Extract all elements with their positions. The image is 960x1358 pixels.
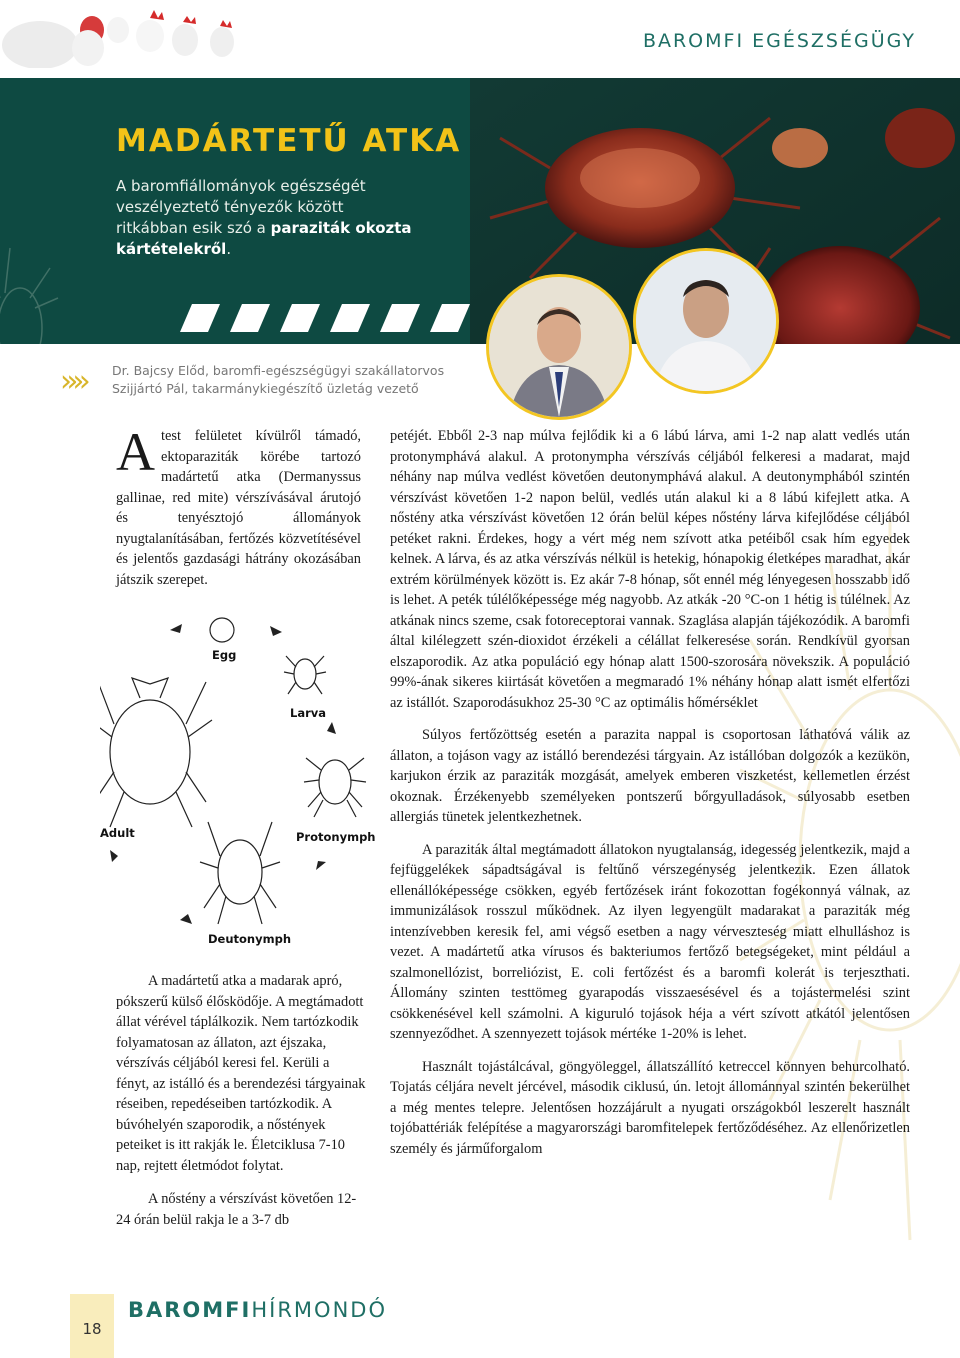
article-title: MADÁRTETŰ ATKA xyxy=(116,123,462,159)
article-subtitle xyxy=(116,176,416,260)
egg-drawing xyxy=(210,618,234,642)
page-number-box xyxy=(70,1294,114,1358)
drop-cap: A xyxy=(116,422,155,482)
author-portrait-1 xyxy=(486,274,632,420)
adult-label: Adult xyxy=(100,826,135,840)
author-1: Dr. Bajcsy Előd, baromfi-egészségügyi szakállatorvos xyxy=(112,363,445,378)
top-strip xyxy=(0,0,960,78)
brand-bold: BAROMFI xyxy=(128,1298,252,1322)
page-number: 18 xyxy=(82,1320,102,1338)
egg-label: Egg xyxy=(212,648,237,662)
lifecycle-diagram xyxy=(100,612,375,957)
author-portrait-2 xyxy=(633,248,779,394)
protonymph-label: Protonymph xyxy=(296,830,376,844)
author-credits xyxy=(112,362,444,398)
left-paragraph-1: A madártetű atka a madarak apró, pókszerű külső élősködője. A megtámadott állat vérével táplálkozik. Nem tartózkodik folyamatosan az állaton, azt éjszaka, vérszívás céljából keresi fel. Kerüli a fényt, az istálló és a berendezési tárgyainak réseiben, repedéseiben tartózkodik. A búvóhelyén szaporodik, a nőstények peteiket is itt rakják le. Életciklusa 7-10 nap, rejtett életmódot folytat. xyxy=(116,973,366,1174)
footer-brand xyxy=(128,1298,387,1322)
deutonymph-label: Deutonymph xyxy=(208,932,292,946)
intro-text: test felületet kívülről támadó, ektoparaziták körébe tartozó madártetű atka (Dermanyssus gallinae, red mite) vérszívásával árutojó és tenyésztojó állományok nyugtalanításában, fertőzés közvetítésével és jelentős gazdasági hátrány okozásában játszik szerepet. xyxy=(116,428,361,588)
lifecycle-drawing xyxy=(100,612,375,957)
subtitle-bold-text: paraziták okozta kártételekről xyxy=(116,219,412,258)
section-label: BAROMFI EGÉSZSÉGÜGY xyxy=(642,30,916,52)
right-paragraph-1: petéjét. Ebből 2-3 nap múlva fejlődik ki a 6 lábú lárva, ami 1-2 nap alatt vedlés után protonymphává alakul. A protonympha vérszívás céljából felkeresi a madarat, majd néhány nap múlva vedlést követően deutonymphává alakul. A deutonymphából szintén vérszívást követően 1-2 napon belül, vedlés után alakul ki a 8 lábú kifejlett atka. A nőstény atka vérszívást követően 12 órán belül képes nőstény lárva kifejlődése céljából petéket rakni. Érdekes, hogy a vért még nem szívott atka petéiből csak hím egyedek kelnek. A lárva, és az atka vérszívás nélkül is hetekig, hónapokig életképes maradhat, akár extrém körülmények között is. Ez akár 7-8 hónap, sőt ennél még lényegesen hosszabb idő is lehet. A peték túlélőképessége még nagyobb. Az atkák -20 °C-on 1 hétig is túlélnek. Az atkának nincs szeme, csak fotoreceptorai vannak. Szaglása alapján tájékozódik. A baromfi által kilélegzett szén-dioxidot érzékeli a célállat felkeresése során. Rendkívül gyorsan elszaporodik. Az atka populáció egy hónap alatt 1500-szorosára növekszik. A populáció 99%-ának sikeres kiirtását követően a megmaradó 1% néhány hónap alatt ismét elfertőzi az istállót. Szaporodásukhoz 25-30 °C az optimális hőmérséklet xyxy=(390,428,910,711)
right-paragraph-3: A paraziták által megtámadott állatokon nyugtalanság, idegesség jelentkezik, majd a fejfüggelékek sápadtságával is feltűnő vérszegénység jelentkezik. Ezen állatok ellenállóképessége csökken, egyéb fertőzések iránt fokozottan fogékonnyá válnak, az immunizálások rosszul működnek. Az ilyen legyengült madarakat a paraziták még intenzívebben keresik fel, ami végső esetben a nagy vérveszteség miatt elhulláshoz is vezet. A madártetű atka vírusos és bakteriumos fertőző betegségeket, mint például a szalmonellózist, borreliózist, E. coli fertőzést és a baromfi kolerát is terjeszthati. Állomány szinten testtömeg gyarapodás visszaesésével és a tojástermelési szint csökkenésével kell számolni. A kiguruló tojások héja a vért szívott atkától jelentősen szennyeződhet. A szennyezett tojások mértéke 1-20% is lehet. xyxy=(390,841,910,1042)
poultry-header-image xyxy=(0,0,250,68)
chevron-icon: »» xyxy=(60,364,85,399)
intro-paragraph xyxy=(116,422,361,590)
subtitle-text: A baromfiállományok egészségét veszélyeztető tényezők között ritkábban esik szó a xyxy=(116,177,366,237)
stripe-decoration xyxy=(180,304,480,332)
larva-label: Larva xyxy=(290,706,327,720)
brand-light: HÍRMONDÓ xyxy=(251,1298,387,1322)
left-column-text xyxy=(116,971,366,1243)
right-paragraph-2: Súlyos fertőzöttség esetén a parazita nappal is csoportosan láthatóvá válik az állaton, a tojáson vagy az istálló berendezési tárgyain. Az istállóban dolgozók a kezükön, karjukon érzik az paraziták mozgását, amelyek emberen viszketést, kellemetlen érzést okoznak. Érzékenyebb személyeken pontszerű bőrgyulladások, súlyosabb esetben allergiás tünetek jelentkezhetnek. xyxy=(390,727,910,825)
left-paragraph-2: A nőstény a vérszívást követően 12-24 órán belül rakja le a 3-7 db xyxy=(116,1191,357,1228)
right-paragraph-4: Használt tojástálcával, göngyöleggel, állatszállító ketreccel könnyen behurcolható. Tojatás céljára nevelt jércével, második ciklusú, ún. letojt állománnyal szintén bekerülhet a még mentes telepre. Jelentősen hozzájárult a nyugati országokból leszerelt használt tojóbattériák felépítése a magyarországi baromfitelepek fertőződéséhez. Az ellenőrizetlen személy és járműforgalom xyxy=(390,1058,910,1157)
right-column-text xyxy=(390,426,910,1171)
author-2: Szijjártó Pál, takarmánykiegészítő üzletág vezető xyxy=(112,381,419,396)
subtitle-end: . xyxy=(226,240,232,258)
